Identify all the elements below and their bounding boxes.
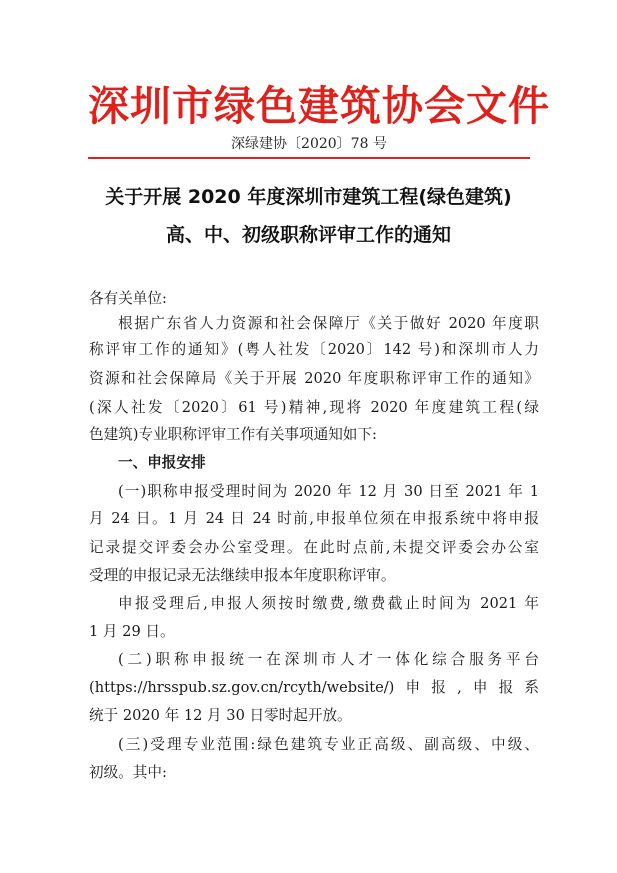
- paragraph-line: (深人社发〔2020〕61 号)精神,现将 2020 年度建筑工程(绿: [89, 399, 539, 416]
- salutation: 各有关单位:: [89, 290, 167, 307]
- paragraph-line: 资源和社会保障局《关于开展 2020 年度职称评审工作的通知》: [89, 370, 539, 387]
- paragraph-line: 初级。其中:: [89, 764, 167, 781]
- paragraph-line: 称评审工作的通知》(粤人社发〔2020〕142 号)和深圳市人力: [89, 341, 539, 358]
- section-heading: 一、申报安排: [118, 454, 206, 471]
- notice-title-line-2: 高、中、初级职称评审工作的通知: [165, 224, 451, 246]
- paragraph-line: 申报受理后,申报人须按时缴费,缴费截止时间为 2021 年: [118, 595, 539, 612]
- paragraph-line: 统于 2020 年 12 月 30 日零时起开放。: [89, 707, 352, 724]
- paragraph-line: 受理的申报记录无法继续申报本年度职称评审。: [89, 567, 396, 584]
- notice-title-line-1: 关于开展 2020 年度深圳市建筑工程(绿色建筑): [105, 186, 512, 208]
- paragraph-line: 色建筑)专业职称评审工作有关事项通知如下:: [89, 426, 377, 443]
- red-divider: [88, 157, 530, 159]
- paragraph-line: (二)职称申报统一在深圳市人才一体化综合服务平台: [118, 651, 539, 668]
- paragraph-line: 记录提交评委会办公室受理。在此时点前,未提交评委会办公室: [89, 539, 539, 556]
- paragraph-line: (三)受理专业范围:绿色建筑专业正高级、副高级、中级、: [118, 736, 539, 753]
- paragraph-line: (一)职称申报受理时间为 2020 年 12 月 30 日至 2021 年 1: [118, 483, 539, 500]
- org-document-header: 深圳市绿色建筑协会文件: [88, 82, 550, 130]
- paragraph-line: 月 24 日。1 月 24 日 24 时前,申报单位须在申报系统中将申报: [89, 510, 539, 527]
- paragraph-line: 1 月 29 日。: [89, 623, 175, 640]
- paragraph-line: 根据广东省人力资源和社会保障厅《关于做好 2020 年度职: [118, 315, 539, 332]
- paragraph-line: (https://hrsspub.sz.gov.cn/rcyth/website/)申报,申报系: [89, 679, 539, 696]
- document-number: 深绿建协〔2020〕78 号: [231, 136, 387, 152]
